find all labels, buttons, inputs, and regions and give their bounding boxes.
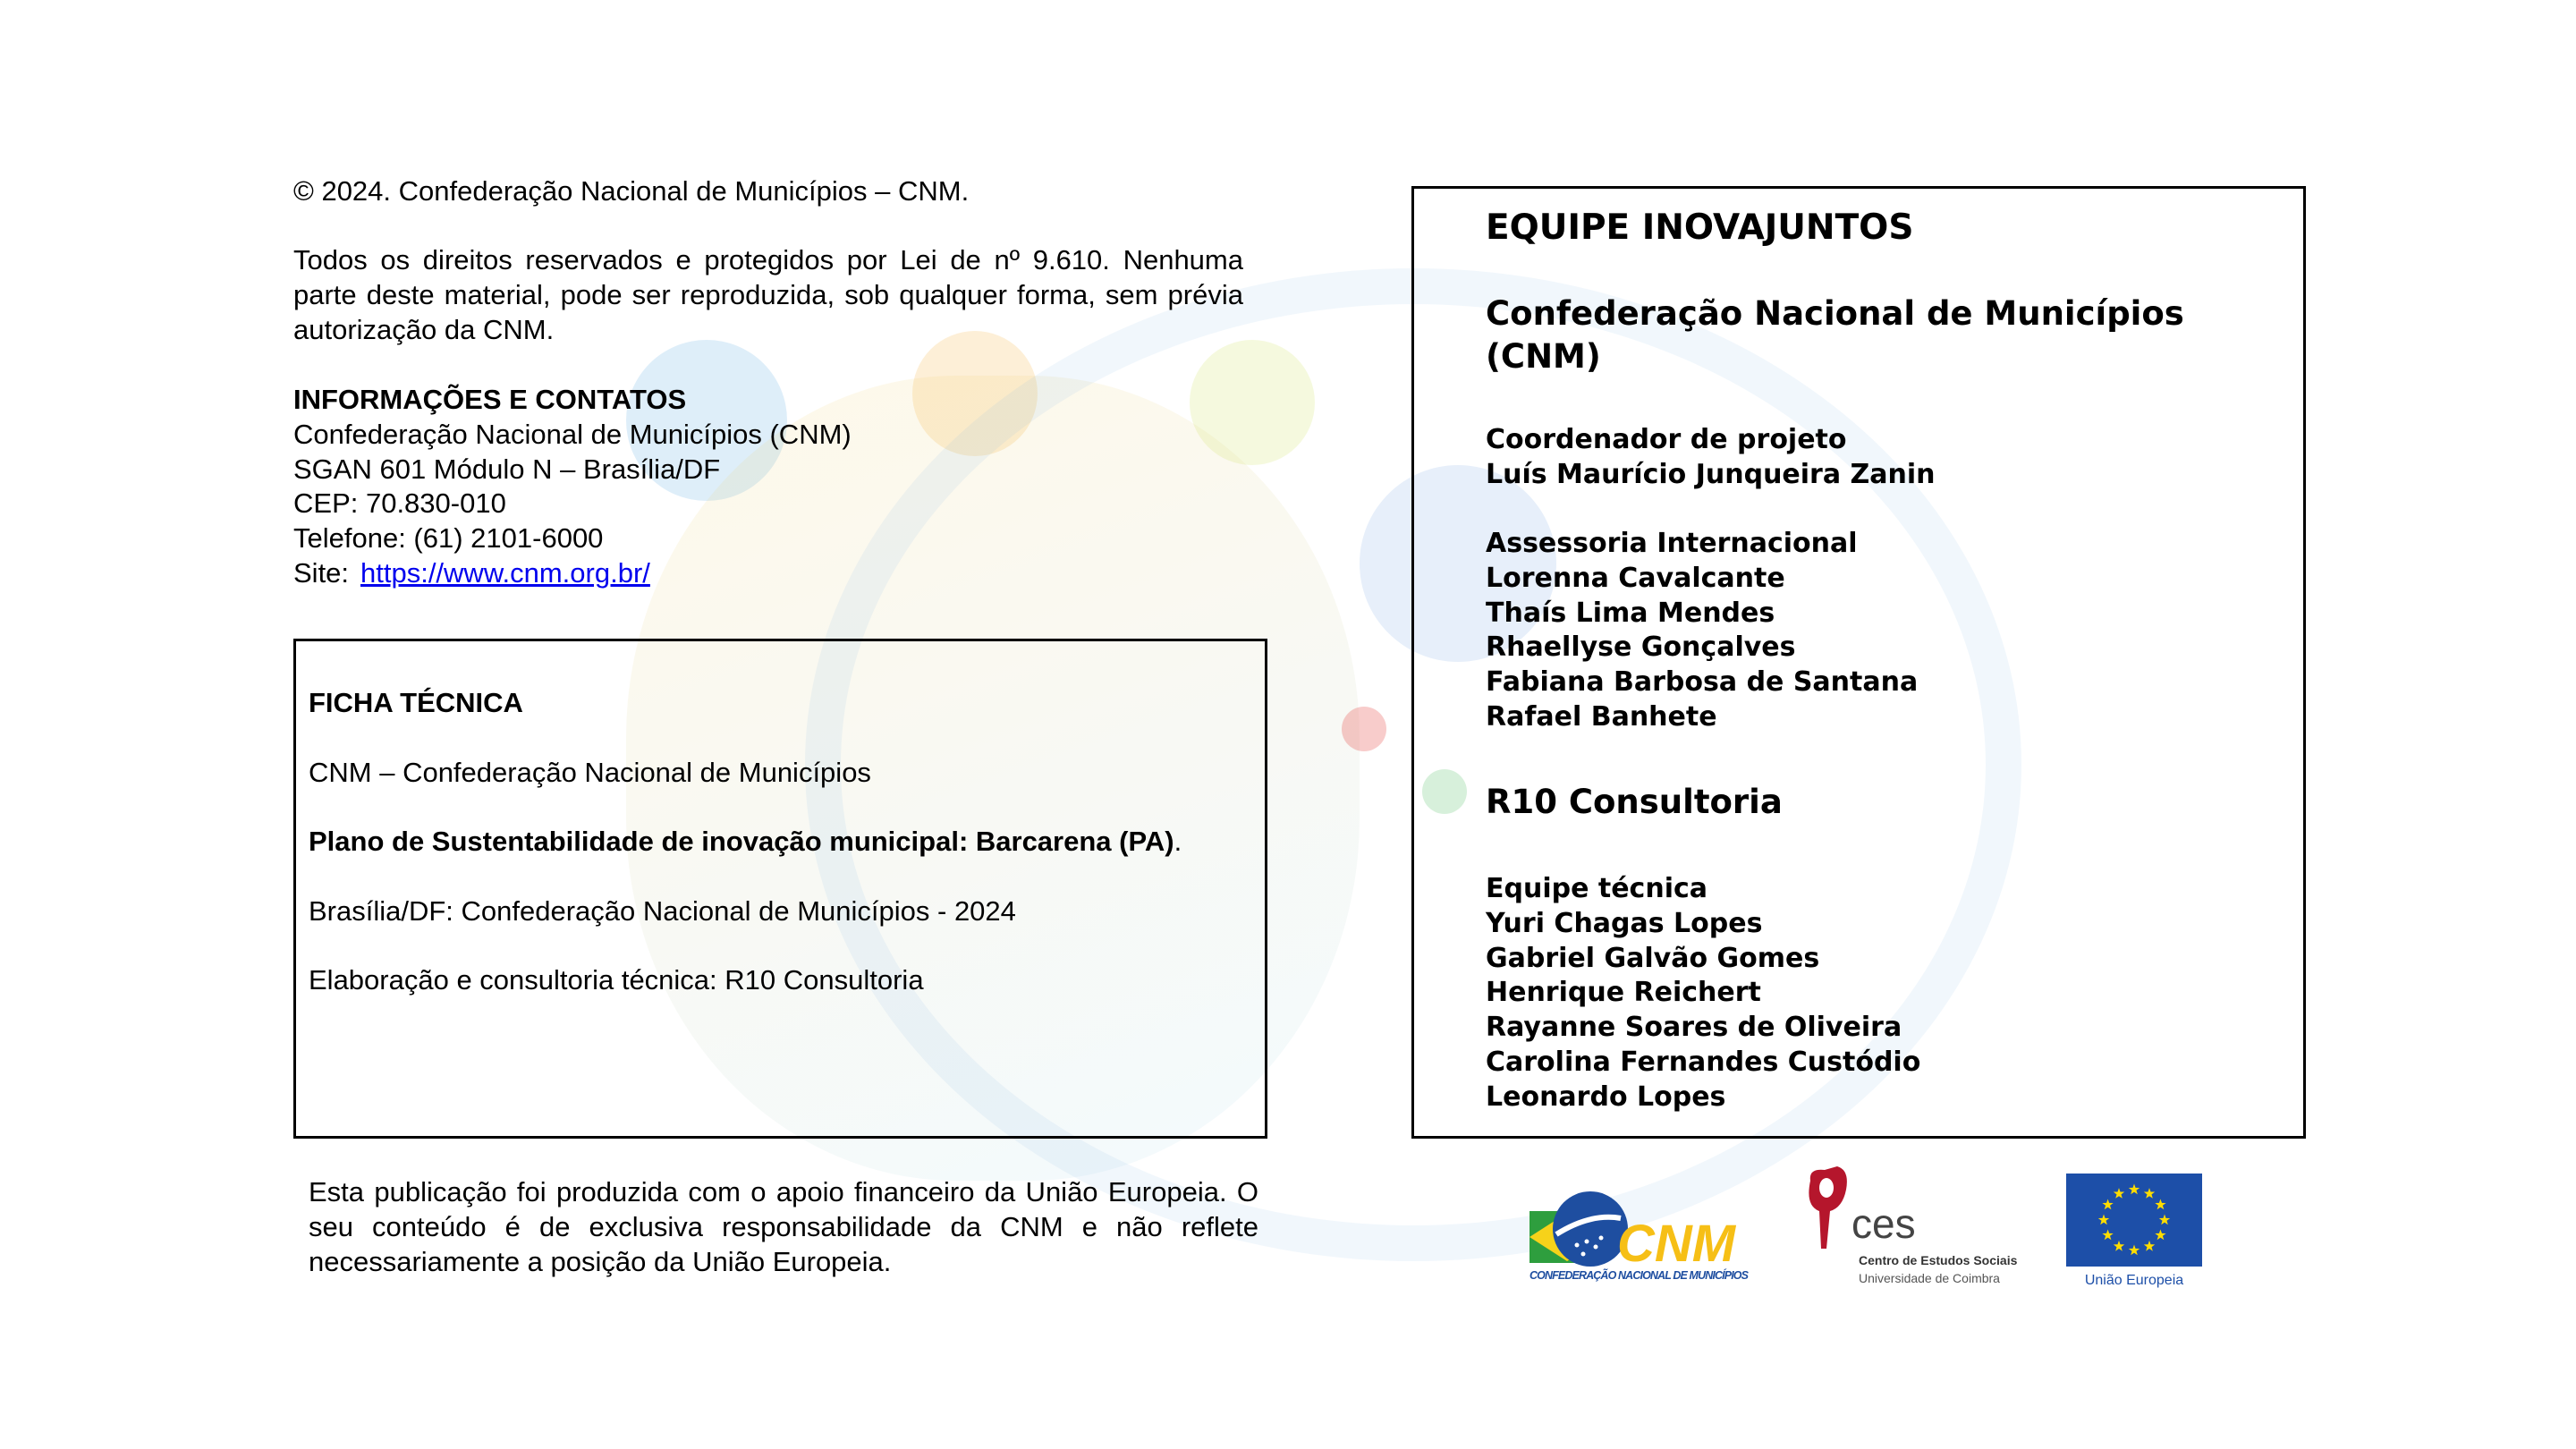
contacts-org: Confederação Nacional de Municípios (CNM) <box>293 418 852 450</box>
ficha-heading: FICHA TÉCNICA <box>309 687 523 718</box>
eu-caption: União Europeia <box>2084 1273 2184 1288</box>
coord-name: Luís Maurício Junqueira Zanin <box>1486 458 1936 490</box>
team-member: Thaís Lima Mendes <box>1486 597 1775 629</box>
ficha-title-end: . <box>1174 826 1182 858</box>
cnm-heading: Confederação Nacional de Municípios (CNM) <box>1486 294 2184 376</box>
ces-logo-text: ces <box>1852 1200 1916 1247</box>
copyright-text: © 2024. Confederação Nacional de Municípios – CNM. <box>293 175 970 207</box>
ficha-title: Plano de Sustentabilidade de inovação municipal: Barcarena (PA) <box>309 826 1174 858</box>
team-member: Rafael Banhete <box>1486 701 1717 733</box>
contacts-phone: Telefone: (61) 2101-6000 <box>293 522 604 555</box>
team-member: Gabriel Galvão Gomes <box>1486 942 1820 974</box>
cnm-logo-subtitle: CONFEDERAÇÃO NACIONAL DE MUNICÍPIOS <box>1530 1269 1749 1282</box>
coord-role: Coordenador de projeto <box>1486 424 1847 455</box>
contacts-heading: INFORMAÇÕES E CONTATOS <box>293 384 687 415</box>
contacts-address: SGAN 601 Módulo N – Brasília/DF <box>293 453 721 485</box>
team-member: Rayanne Soares de Oliveira <box>1486 1012 1902 1044</box>
ficha-consult: Elaboração e consultoria técnica: R10 Consultoria <box>309 964 924 996</box>
ficha-org: CNM – Confederação Nacional de Municípios <box>309 756 871 788</box>
eu-logo <box>2064 1172 2207 1288</box>
team-member: Rhaellyse Gonçalves <box>1486 631 1796 664</box>
r10-heading: R10 Consultoria <box>1486 783 1783 821</box>
team-member: Henrique Reichert <box>1486 977 1761 1009</box>
eu-disclaimer: Esta publicação foi produzida com o apoio financeiro da União Europeia. O seu conteúdo é de exclusiva responsabilidade da CNM e não reflete necessariamente a posição da União Europeia. <box>309 1176 1258 1277</box>
team-member: Fabiana Barbosa de Santana <box>1486 666 1919 699</box>
cnm-logo <box>1528 1182 1751 1286</box>
ces-logo-line2: Universidade de Coimbra <box>1859 1271 2000 1285</box>
ces-logo-line1: Centro de Estudos Sociais <box>1859 1253 2018 1267</box>
contacts-cep: CEP: 70.830-010 <box>293 487 506 520</box>
team-member: Carolina Fernandes Custódio <box>1486 1046 1921 1078</box>
team-member: Lorenna Cavalcante <box>1486 562 1785 594</box>
site-link[interactable]: https://www.cnm.org.br/ <box>360 557 650 589</box>
team-member: Yuri Chagas Lopes <box>1486 907 1763 939</box>
ces-logo <box>1800 1163 2032 1288</box>
ficha-publisher: Brasília/DF: Confederação Nacional de Municípios - 2024 <box>309 894 1016 927</box>
team-title: EQUIPE INOVAJUNTOS <box>1486 208 1914 248</box>
cnm-logo-text: CNM <box>1617 1215 1736 1273</box>
team-member: Leonardo Lopes <box>1486 1080 1726 1113</box>
rights-paragraph: Todos os direitos reservados e protegidos por Lei de nº 9.610. Nenhuma parte deste material, pode ser reproduzida, sob qualquer forma, sem prévia autorização da CNM. <box>293 244 1243 345</box>
site-label: Site: <box>293 557 350 589</box>
tech-role: Equipe técnica <box>1486 873 1708 904</box>
intl-role: Assessoria Internacional <box>1486 528 1858 559</box>
